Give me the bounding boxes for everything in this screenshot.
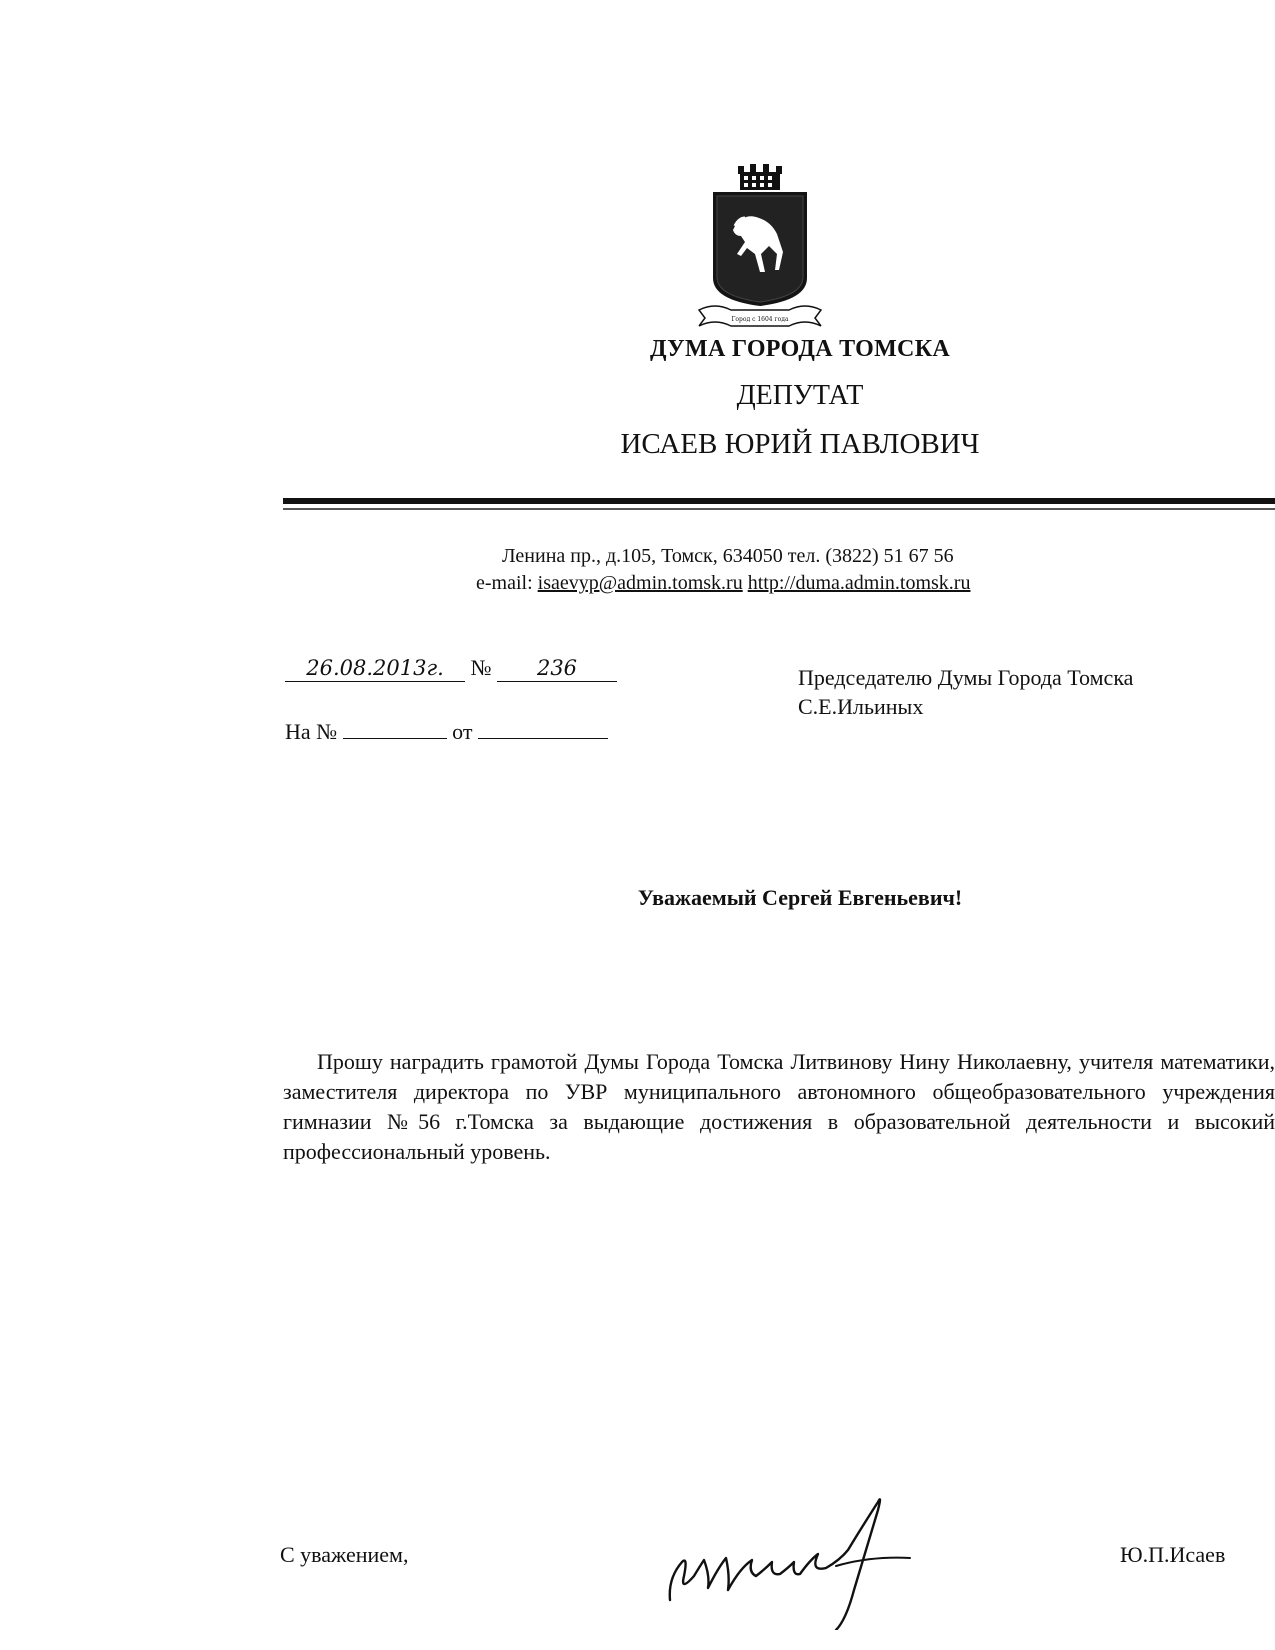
registration-date: 26.08.2013г. xyxy=(285,655,465,682)
outgoing-registration xyxy=(285,655,617,682)
number-label: № xyxy=(470,655,492,680)
email-link[interactable]: isaevyp@admin.tomsk.ru xyxy=(537,572,743,594)
email-label: e-mail: xyxy=(476,572,533,594)
reply-number-blank xyxy=(343,718,447,739)
reply-registration xyxy=(285,718,608,745)
recipient-name: С.Е.Ильиных xyxy=(798,694,924,719)
sender-role: ДЕПУТАТ xyxy=(736,380,864,411)
header-divider-thick xyxy=(283,498,1275,504)
sender-name: ИСАЕВ ЮРИЙ ПАВЛОВИЧ xyxy=(620,428,980,460)
recipient-title: Председателю Думы Города Томска xyxy=(798,665,1134,690)
postal-address: Ленина пр., д.105, Томск, 634050 тел. (3822) 51 67 56 xyxy=(502,545,954,567)
letter-body: Прошу наградить грамотой Думы Города Томска Литвинову Нину Николаевну, учителя математики, заместителя директора по УВР муниципального автономного общеобразовательного учреждения гимназии №56 г.Томска за выдающие достижения в образовательной деятельности и высокий профессиональный уровень. xyxy=(283,1049,1275,1164)
header-divider-thin xyxy=(283,508,1275,510)
coat-of-arms-icon xyxy=(695,160,825,330)
reply-number-label: На № xyxy=(285,719,338,744)
salutation: Уважаемый Сергей Евгеньевич! xyxy=(637,885,963,910)
handwritten-signature-icon xyxy=(660,1480,960,1630)
reply-date-blank xyxy=(478,718,608,739)
website-link[interactable]: http://duma.admin.tomsk.ru xyxy=(747,572,971,594)
reply-from-label: от xyxy=(452,719,473,744)
registration-number: 236 xyxy=(497,655,617,682)
organization-name: ДУМА ГОРОДА ТОМСКА xyxy=(649,336,951,362)
signer-name: Ю.П.Исаев xyxy=(1120,1542,1226,1567)
contact-links xyxy=(476,572,970,595)
closing-regards: С уважением, xyxy=(280,1542,409,1567)
crest-ribbon-text: Город с 1604 года xyxy=(731,316,789,323)
recipient-block xyxy=(798,663,1133,721)
